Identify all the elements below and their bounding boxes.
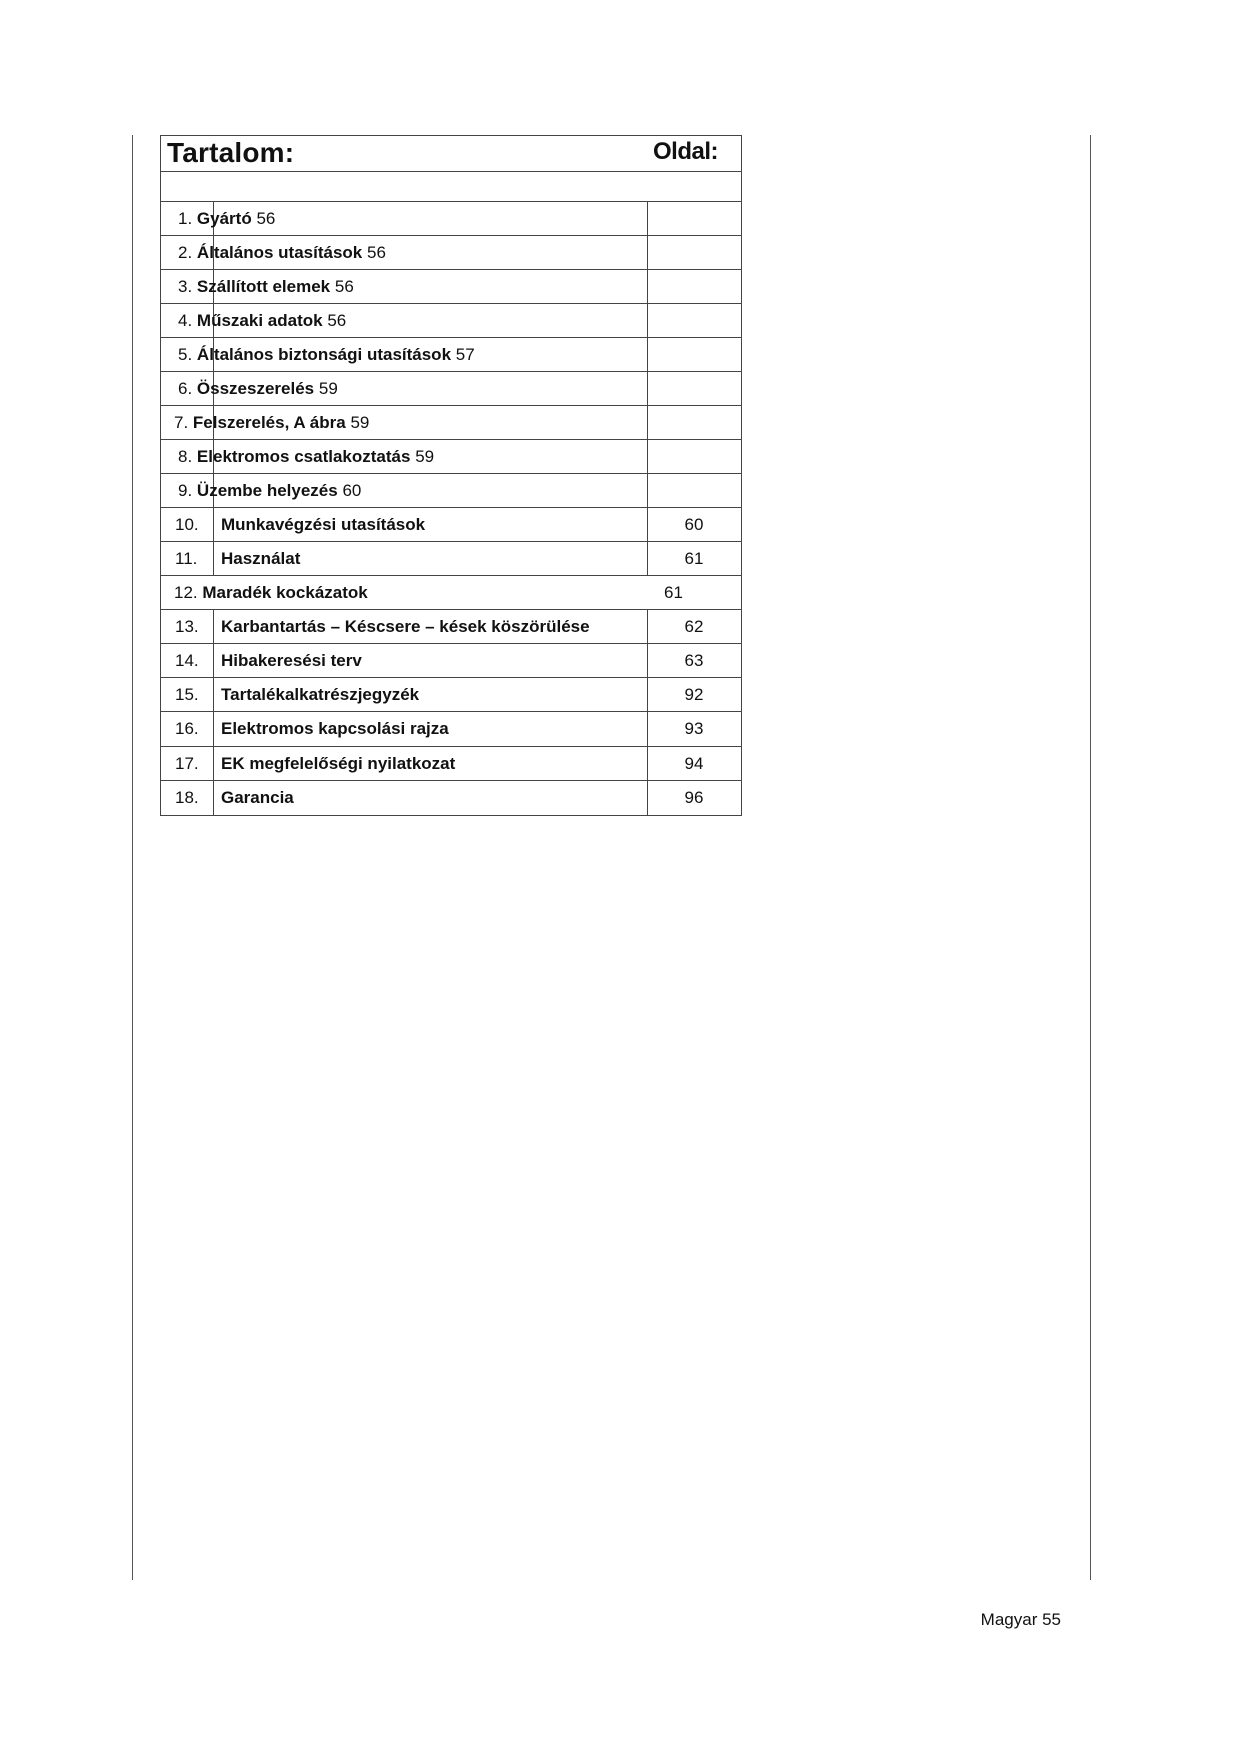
toc-row: [161, 304, 741, 338]
number-column-divider: [213, 781, 214, 815]
page-column-divider: [647, 440, 648, 473]
toc-row: [161, 576, 741, 610]
toc-item-page: 62: [684, 617, 704, 636]
toc-row: [161, 781, 741, 815]
toc-page-label: Oldal:: [652, 138, 718, 165]
toc-item-title: Tartalékalkatrészjegyzék: [221, 685, 420, 704]
toc-row: [161, 747, 741, 781]
toc-item-title: Üzembe helyezés: [196, 481, 338, 500]
toc-item-title: Összeszerelés: [196, 379, 315, 398]
toc-item-page: 59: [318, 379, 338, 398]
toc-item-page: 56: [366, 243, 386, 262]
page-column-divider: [647, 338, 648, 371]
toc-row: [161, 202, 741, 236]
toc-item-page: 93: [684, 719, 704, 738]
toc-item-title: Garancia: [221, 788, 294, 807]
toc-item-title: EK megfelelőségi nyilatkozat: [221, 754, 456, 773]
page-column-divider: [647, 270, 648, 303]
toc-item-number: 6.: [178, 379, 193, 398]
number-column-divider: [213, 610, 214, 643]
toc-item-number: 16.: [175, 719, 199, 738]
toc-row: [161, 338, 741, 372]
toc-row: [161, 474, 741, 508]
toc-item-title: Elektromos kapcsolási rajza: [221, 719, 449, 738]
toc-row: [161, 644, 741, 678]
page-column-divider: [647, 372, 648, 405]
page-column-divider: [647, 406, 648, 439]
number-column-divider: [213, 747, 214, 780]
toc-header: [161, 136, 741, 172]
page-column-divider: [647, 202, 648, 235]
toc-item-page: 59: [415, 447, 435, 466]
toc-row: [161, 372, 741, 406]
toc-item-number: 11.: [175, 549, 198, 568]
toc-item-number: 14.: [175, 651, 199, 670]
toc-row: [161, 508, 741, 542]
toc-item-page: 92: [684, 685, 704, 704]
toc-item-page: 56: [327, 311, 347, 330]
toc-item-title: Maradék kockázatok: [202, 583, 368, 602]
toc-item-page: 57: [455, 345, 475, 364]
toc-item-title: Szállított elemek: [196, 277, 331, 296]
toc-item-number: 17.: [175, 754, 199, 773]
page-column-divider: [647, 304, 648, 337]
toc-item-title: Felszerelés, A ábra: [192, 413, 346, 432]
toc-item-page: 60: [342, 481, 362, 500]
page-column-divider: [647, 474, 648, 507]
toc-item-number: 1.: [178, 209, 193, 228]
toc-item-page: 94: [684, 754, 704, 773]
page-column-divider: [647, 236, 648, 269]
number-column-divider: [213, 644, 214, 677]
toc-item-number: 13.: [175, 617, 199, 636]
toc-item-title: Általános biztonsági utasítások: [196, 345, 452, 364]
toc-item-title: Munkavégzési utasítások: [221, 515, 426, 534]
toc-item-title: Elektromos csatlakoztatás: [196, 447, 411, 466]
left-margin-rule: [132, 135, 133, 1580]
toc-item-title: Használat: [221, 549, 301, 568]
toc-row: [161, 406, 741, 440]
toc-item-page: 59: [350, 413, 370, 432]
toc-item-title: Hibakeresési terv: [221, 651, 362, 670]
toc-item-number: 18.: [175, 788, 199, 807]
toc-row: [161, 542, 741, 576]
toc-item-page: 63: [684, 651, 704, 670]
toc-item-page: 96: [684, 788, 704, 807]
toc-item-page: 56: [256, 209, 276, 228]
toc-title: Tartalom:: [167, 137, 295, 168]
number-column-divider: [213, 508, 214, 541]
toc-item-number: 12.: [174, 583, 198, 602]
toc-item-number: 15.: [175, 685, 199, 704]
toc-item-number: 2.: [178, 243, 193, 262]
toc-row: [161, 712, 741, 747]
toc-row: [161, 270, 741, 304]
toc-item-title: Karbantartás – Késcsere – kések köszörülése: [221, 617, 590, 636]
toc-item-number: 9.: [178, 481, 193, 500]
table-of-contents: [160, 135, 742, 816]
toc-item-number: 4.: [178, 311, 193, 330]
toc-row: [161, 236, 741, 270]
toc-item-page: 60: [684, 515, 704, 534]
toc-item-number: 7.: [174, 413, 189, 432]
toc-item-number: 8.: [178, 447, 193, 466]
toc-spacer-row: [161, 172, 741, 202]
toc-item-title: Gyártó: [196, 209, 252, 228]
toc-row: [161, 440, 741, 474]
toc-row: [161, 678, 741, 712]
right-margin-rule: [1090, 135, 1091, 1580]
page-footer: Magyar 55: [980, 1610, 1061, 1629]
toc-item-title: Általános utasítások: [196, 243, 363, 262]
toc-item-page: 61: [684, 549, 704, 568]
toc-item-number: 5.: [178, 345, 193, 364]
toc-item-page: 56: [334, 277, 354, 296]
toc-item-number: 3.: [178, 277, 193, 296]
number-column-divider: [213, 712, 214, 746]
number-column-divider: [213, 542, 214, 575]
number-column-divider: [213, 678, 214, 711]
toc-row: [161, 610, 741, 644]
toc-item-title: Műszaki adatok: [196, 311, 323, 330]
toc-item-number: 10.: [175, 515, 199, 534]
toc-item-page: 61: [664, 583, 683, 602]
